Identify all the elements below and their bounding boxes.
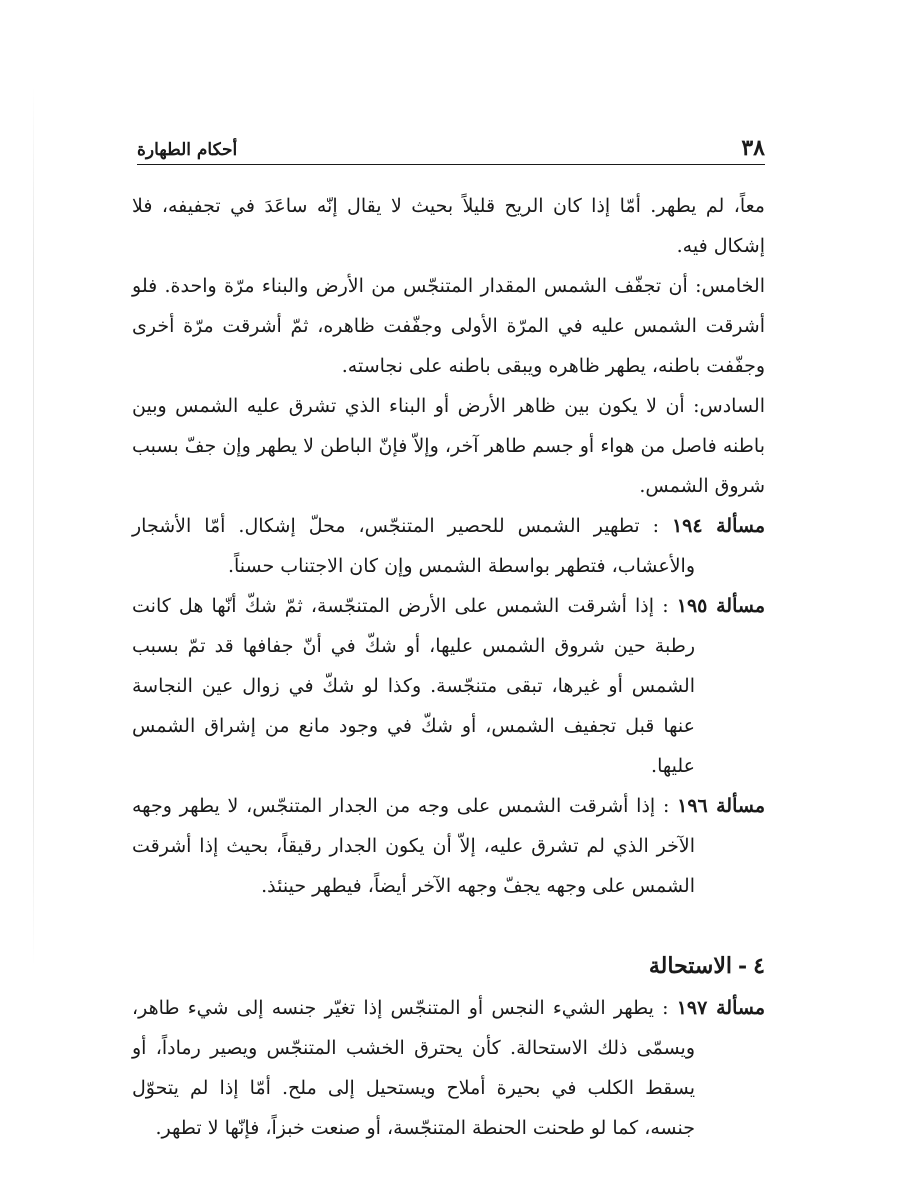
issue-text: : يطهر الشيء النجس أو المتنجّس إذا تغيّر جنسه إلى شيء طاهر، ويسمّى ذلك الاستحالة. كأن يحترق الخشب المتنجّس ويصير رماداً، أو يسقط الكلب في بحيرة أملاح ويستحيل إلى ملح. أمّا إذا لم يتحوّل جنسه، كما لو طحنت الحنطة المتنجّسة، أو صنعت خبزاً، فإنّها لا تطهر. [132, 997, 695, 1139]
issue-label: مسألة ١٩٦ [677, 795, 765, 817]
issue-196 [132, 786, 765, 906]
paragraph-condition-five: الخامس: أن تجفّف الشمس المقدار المتنجّس من الأرض والبناء مرّة واحدة. فلو أشرقت الشمس عليه في المرّة الأولى وجفّفت ظاهره، ثمّ أشرقت مرّة أخرى وجفّفت باطنه، يطهر ظاهره ويبقى باطنه على نجاسته. [132, 275, 765, 377]
issue-label: مسألة ١٩٥ [676, 595, 766, 617]
running-title: أحكام الطهارة [137, 140, 238, 160]
section-heading [132, 946, 765, 986]
issue-label: مسألة ١٩٧ [676, 997, 765, 1019]
issue-194 [132, 506, 765, 586]
issue-197 [132, 988, 765, 1148]
issue-label: مسألة ١٩٤ [671, 515, 766, 537]
section-title: الاستحالة [648, 953, 733, 979]
paragraph-continuation: معاً، لم يطهر. أمّا إذا كان الريح قليلاً بحيث لا يقال إنّه ساعَدَ في تجفيفه، فلا إشكال فيه. [132, 195, 765, 257]
page-number: ٣٨ [741, 135, 765, 161]
paragraph-condition-six: السادس: أن لا يكون بين ظاهر الأرض أو البناء الذي تشرق عليه الشمس وبين باطنه فاصل من هواء أو جسم طاهر آخر، وإلاّ فإنّ الباطن لا يطهر وإن جفّ بسبب شروق الشمس. [132, 395, 765, 497]
issue-text: : إذا أشرقت الشمس على الأرض المتنجّسة، ثمّ شكّ أنّها هل كانت رطبة حين شروق الشمس عليها، أو شكّ في أنّ جفافها قد تمّ بسبب الشمس أو غيرها، تبقى متنجّسة. وكذا لو شكّ في زوال عين النجاسة عنها قبل تجفيف الشمس، أو شكّ في وجود مانع من إشراق الشمس عليها. [132, 595, 695, 777]
issue-195 [132, 586, 765, 786]
section-number: ٤ [753, 953, 765, 979]
issue-text: : تطهير الشمس للحصير المتنجّس، محلّ إشكال. أمّا الأشجار والأعشاب، فتطهر بواسطة الشمس وإن كان الاجتناب حسناً. [132, 515, 695, 577]
scan-edge-shadow [33, 86, 34, 966]
issue-text: : إذا أشرقت الشمس على وجه من الجدار المتنجّس، لا يطهر وجهه الآخر الذي لم تشرق عليه، إلاّ أن يكون الجدار رقيقاً، بحيث إذا أشرقت الشمس على وجهه يجفّ وجهه الآخر أيضاً، فيطهر حينئذ. [132, 795, 695, 897]
section-separator: - [738, 953, 748, 979]
page-header [137, 132, 765, 162]
page-body [132, 186, 765, 1148]
header-rule [137, 164, 765, 165]
